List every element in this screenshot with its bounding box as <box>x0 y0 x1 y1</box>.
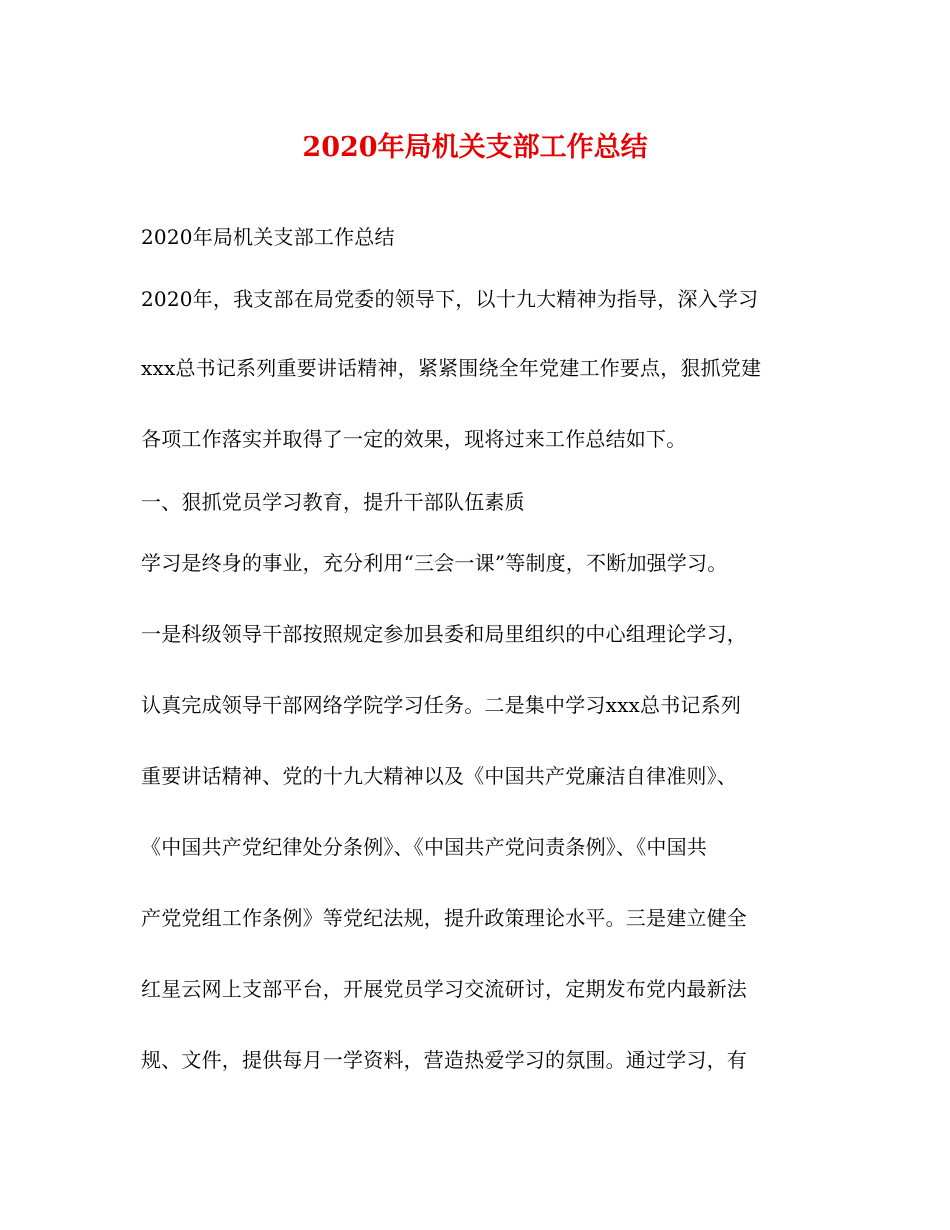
subtitle-line: 2020年局机关支部工作总结 <box>141 225 395 249</box>
body-line: 红星云网上支部平台，开展党员学习交流研讨，定期发布党内最新法 <box>141 977 747 1001</box>
body-line: xxx总书记系列重要讲话精神，紧紧围绕全年党建工作要点，狠抓党建 <box>141 356 762 380</box>
body-line: 一是科级领导干部按照规定参加县委和局里组织的中心组理论学习， <box>141 622 747 646</box>
body-line: 《中国共产党纪律处分条例》、《中国共产党问责条例》、《中国共 <box>141 835 707 859</box>
body-line: 产党党组工作条例》等党纪法规，提升政策理论水平。三是建立健全 <box>141 906 747 930</box>
section-heading: 一、狠抓党员学习教育，提升干部队伍素质 <box>141 490 525 514</box>
body-line: 认真完成领导干部网络学院学习任务。二是集中学习xxx总书记系列 <box>141 693 742 717</box>
body-line: 学习是终身的事业，充分利用“三会一课”等制度，不断加强学习。 <box>141 551 728 575</box>
body-line: 规、文件，提供每月一学资料，营造热爱学习的氛围。通过学习，有 <box>141 1048 747 1072</box>
body-line: 重要讲话精神、党的十九大精神以及《中国共产党廉洁自律准则》、 <box>141 764 737 788</box>
body-line: 各项工作落实并取得了一定的效果，现将过来工作总结如下。 <box>141 427 687 451</box>
document-title: 2020年局机关支部工作总结 <box>302 132 648 163</box>
body-line: 2020年，我支部在局党委的领导下，以十九大精神为指导，深入学习 <box>141 287 759 311</box>
